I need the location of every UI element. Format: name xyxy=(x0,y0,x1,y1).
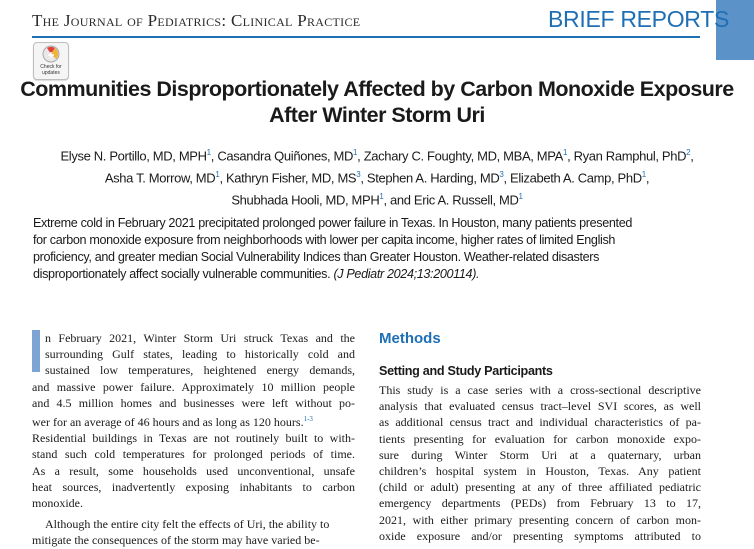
body-line: stand such cold temperatures for prolonged periods of time. xyxy=(32,447,355,462)
setting-subheading: Setting and Study Participants xyxy=(379,364,553,378)
body-line: This study is a case series with a cross-sectional descriptive xyxy=(379,383,701,397)
author-name: Elizabeth A. Camp, PhD xyxy=(510,170,642,186)
body-line: as additional census tract and individual characteristics of pa- xyxy=(379,415,701,430)
affiliation-marker[interactable]: 1 xyxy=(518,191,523,201)
abstract-line: disproportionately affect socially vulnerable communities. xyxy=(33,267,331,281)
introduction-column xyxy=(32,330,355,549)
citation: (J Pediatr 2024;13:200114). xyxy=(333,267,480,281)
abstract-line: for carbon monoxide exposure from neighborhoods with lower per capita income, higher rates of limited English xyxy=(33,233,616,247)
author-list xyxy=(20,144,734,209)
reference-link[interactable]: 1-3 xyxy=(303,415,313,424)
body-line: tients presenting for evaluation for carbon monoxide expo- xyxy=(379,431,701,446)
author-name: Casandra Quiñones, MD xyxy=(217,148,354,164)
affiliation-marker[interactable]: 2 xyxy=(686,148,691,157)
body-line: mitigate the consequences of the storm may have varied be- xyxy=(32,533,320,548)
body-line: and massive power failure. Approximately 10 million people xyxy=(32,379,355,394)
body-line: surrounding Gulf states, leading to historically cold and xyxy=(45,347,355,362)
body-line: n February 2021, Winter Storm Uri struck Texas and the xyxy=(45,331,355,345)
body-line: As a result, some households used unconventional, unsafe xyxy=(32,463,355,478)
abstract-line: proficiency, and greater median Social Vulnerability Indices than Greater Houston. Weather-related disasters xyxy=(33,250,600,264)
body-line: and 4.5 million homes and businesses were left without po- xyxy=(32,395,355,410)
author-name: and Eric A. Russell, MD xyxy=(390,191,519,207)
author-name: Asha T. Morrow, MD xyxy=(104,170,216,186)
affiliation-marker[interactable]: 3 xyxy=(356,169,361,179)
author-line-2: Asha T. Morrow, $MD^1$, Kathryn Fisher, MD, $MS^3$, Stephen A. Harding, $MD^3$, Elizabeth A. Camp, PhD$^1$, xyxy=(104,169,650,186)
affiliation-marker[interactable]: 1 xyxy=(206,148,211,157)
author-name: Elyse N. Portillo, MD, MPH xyxy=(60,148,207,164)
body-line: children’s hospital system in Houston, Texas. Any patient xyxy=(379,464,701,479)
affiliation-marker[interactable]: 1 xyxy=(353,148,358,157)
check-for-updates-badge[interactable] xyxy=(33,42,69,80)
body-line: sure during Winter Storm Uri at a quaternary, urban xyxy=(379,447,701,462)
body-line: wer for an average of 46 hours and as long as 120 hours. xyxy=(32,415,304,430)
author-name: Stephen A. Harding, MD xyxy=(366,170,500,186)
body-line: emergency departments (PEDs) from February 13 to 17, xyxy=(379,496,701,511)
title-line: After Winter Storm Uri xyxy=(269,103,485,127)
drop-cap-bar xyxy=(32,330,40,372)
abstract-line-last xyxy=(33,266,713,283)
updates-line-2: updates xyxy=(42,69,60,76)
section-label: BRIEF REPORTS xyxy=(548,6,729,32)
affiliation-marker[interactable]: 3 xyxy=(499,169,504,179)
author-line-3: Shubhada Hooli, MD, MPH$^1$, and Eric A. Russell, $MD^1$ xyxy=(231,191,523,207)
affiliation-marker[interactable]: 1 xyxy=(562,148,568,157)
title-line: Communities Disproportionately Affected by Carbon Monoxide Exposure xyxy=(20,77,734,101)
affiliation-marker[interactable]: 1 xyxy=(641,169,646,179)
abstract xyxy=(33,215,713,283)
paragraph-2 xyxy=(32,516,355,548)
crossmark-icon xyxy=(42,45,60,63)
body-line: oxide exposure and/or presenting symptoms attributed to xyxy=(379,528,701,543)
affiliation-marker[interactable]: 1 xyxy=(379,191,384,201)
author-name: Kathryn Fisher, MD, MS xyxy=(225,170,357,186)
body-line: sustained low temperatures, heightened energy demands, xyxy=(45,363,355,378)
body-line: analysis that evaluated census tract–level SVI scores, as well xyxy=(379,399,701,414)
body-line: heat sources, inadvertently exposing inhabitants to carbon xyxy=(32,479,355,494)
methods-heading: Methods xyxy=(379,330,441,347)
journal-title: The Journal of Pediatrics: Clinical Practice xyxy=(32,11,361,30)
body-line: 2021, with either primary presenting concern of carbon mon- xyxy=(379,512,701,527)
article-title xyxy=(20,76,734,128)
methods-column xyxy=(379,330,701,544)
author-name: Zachary C. Foughty, MD, MBA, MPA xyxy=(363,148,563,164)
author-name: Ryan Ramphul, PhD xyxy=(573,148,687,164)
body-line: (child or adult) presenting at any of three affiliated pediatric xyxy=(379,480,701,495)
abstract-line: Extreme cold in February 2021 precipitated prolonged power failure in Texas. In Houston, many patients presented xyxy=(33,216,633,230)
body-line: Residential buildings in Texas are not routinely built to with- xyxy=(32,431,355,446)
body-line-with-ref xyxy=(32,411,355,430)
header-rule xyxy=(32,36,700,38)
updates-line-1: Check for xyxy=(40,64,62,70)
check-for-updates-text xyxy=(34,65,68,76)
author-name: Shubhada Hooli, MD, MPH xyxy=(231,191,380,207)
author-line-1: Elyse N. Portillo, MD, MPH$^1$, Casandra Quiñones, $MD^1$, Zachary C. Foughty, MD, MBA, MPA$^1$, Ryan Ramphul, PhD$^2$, xyxy=(60,148,694,164)
body-line: Although the entire city felt the effects of Uri, the ability to xyxy=(45,517,330,532)
body-line: monoxide. xyxy=(32,496,83,511)
affiliation-marker[interactable]: 1 xyxy=(215,169,220,179)
